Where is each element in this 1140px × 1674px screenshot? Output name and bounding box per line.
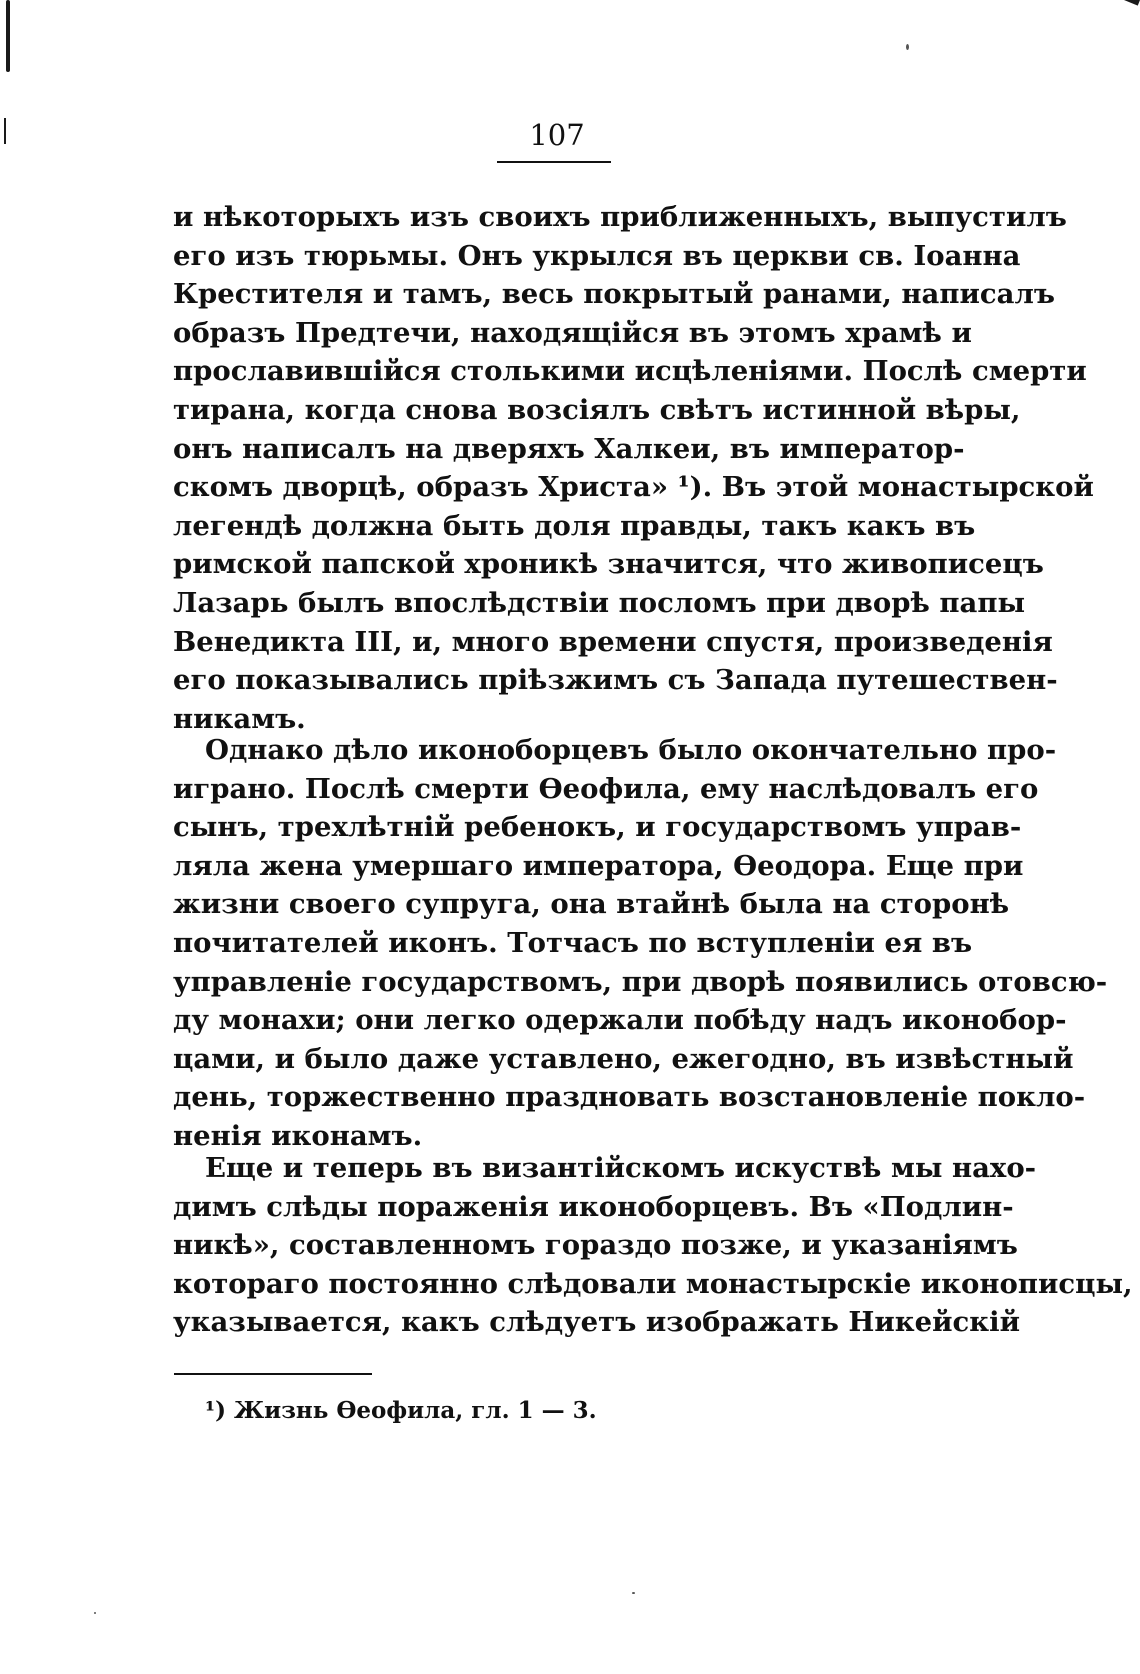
text-line: Еще и теперь въ византійскомъ искуствѣ мы нахо- xyxy=(205,1152,1037,1184)
scan-speck xyxy=(632,1592,635,1594)
text-line: почитателей иконъ. Тотчасъ по вступленіи ея въ xyxy=(173,926,973,959)
scan-edge-mark xyxy=(4,118,6,144)
page-number: 107 xyxy=(529,118,585,152)
text-line: римской папской хроникѣ значится, что живописецъ xyxy=(173,548,1044,581)
text-line: указывается, какъ слѣдуетъ изображать Никейскій xyxy=(173,1306,1021,1339)
text-line: образъ Предтечи, находящійся въ этомъ храмѣ и xyxy=(173,316,972,349)
text-line: скомъ дворцѣ, образъ Христа» ¹). Въ этой монастырской xyxy=(173,471,1094,504)
text-line: Крестителя и тамъ, весь покрытый ранами, написалъ xyxy=(173,278,1055,311)
text-line: онъ написалъ на дверяхъ Халкеи, въ император- xyxy=(173,432,965,465)
text-line: ненія иконамъ. xyxy=(173,1119,423,1152)
paragraph-3 xyxy=(173,1149,1133,1342)
text-line: легендѣ должна быть доля правды, такъ какъ въ xyxy=(173,509,976,542)
text-line: ляла жена умершаго императора, Өеодора. Еще при xyxy=(173,849,1024,882)
footnote-rule xyxy=(174,1373,372,1375)
text-line: Венедикта III, и, много времени спустя, произведенія xyxy=(173,625,1053,658)
text-line: жизни своего супруга, она втайнѣ была на сторонѣ xyxy=(173,888,1010,921)
text-line: Однако дѣло иконоборцевъ было окончательно про- xyxy=(205,734,1057,766)
paragraph-2 xyxy=(173,731,1108,1156)
scan-corner-mark xyxy=(1093,0,1140,6)
text-line: котораго постоянно слѣдовали монастырскіе иконописцы, xyxy=(173,1267,1133,1300)
footnote: ¹) Жизнь Өеофила, гл. 1 — 3. xyxy=(205,1397,597,1424)
text-line: цами, и было даже уставлено, ежегодно, въ извѣстный xyxy=(173,1042,1074,1075)
text-line: ду монахи; они легко одержали побѣду надъ иконобор- xyxy=(173,1004,1067,1037)
text-line: сынъ, трехлѣтній ребенокъ, и государствомъ управ- xyxy=(173,811,1022,844)
text-line: тирана, когда снова возсіялъ свѣтъ истинной вѣры, xyxy=(173,393,1021,426)
page-number-rule xyxy=(497,161,611,163)
text-line: никамъ. xyxy=(173,702,306,735)
text-line: и нѣкоторыхъ изъ своихъ приближенныхъ, выпустилъ xyxy=(173,201,1067,233)
text-line: Лазарь былъ впослѣдствіи посломъ при дворѣ папы xyxy=(173,586,1026,619)
text-line: день, торжественно праздновать возстановленіе покло- xyxy=(173,1081,1086,1114)
text-line: его показывались пріѣзжимъ съ Запада путешествен- xyxy=(173,664,1058,697)
scan-edge-mark xyxy=(6,0,10,72)
scan-speck xyxy=(94,1612,96,1614)
text-line: прославившійся столькими исцѣленіями. Послѣ смерти xyxy=(173,355,1087,388)
text-line: димъ слѣды пораженія иконоборцевъ. Въ «Подлин- xyxy=(173,1190,1014,1223)
text-line: его изъ тюрьмы. Онъ укрылся въ церкви св. Іоанна xyxy=(173,239,1021,272)
text-line: управленіе государствомъ, при дворѣ появились отовсю- xyxy=(173,965,1108,998)
scan-speck xyxy=(906,44,909,50)
paragraph-1 xyxy=(173,198,1094,738)
text-line: играно. Послѣ смерти Өеофила, ему наслѣдовалъ его xyxy=(173,772,1039,805)
text-line: никѣ», составленномъ гораздо позже, и указаніямъ xyxy=(173,1229,1018,1262)
